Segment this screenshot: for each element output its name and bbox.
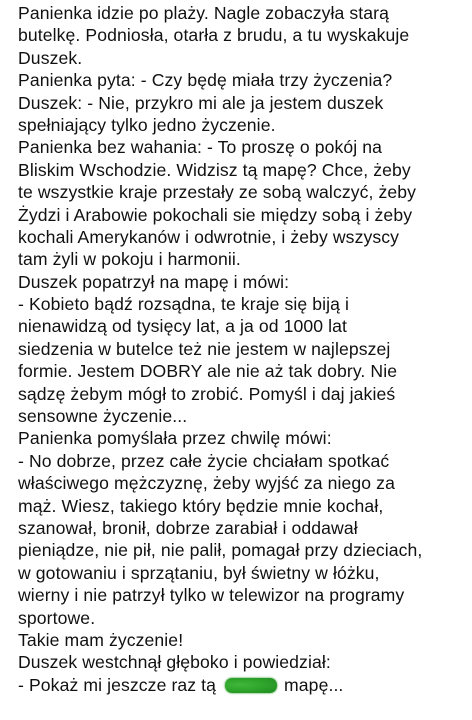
text-line: spełniający tylko jedno życzenie. (18, 114, 276, 135)
green-censor-blot (225, 678, 277, 693)
text-line: formie. Jestem DOBRY ale nie aż tak dobry. Nie (18, 361, 398, 382)
text-line: Bliskim Wschodzie. Widzisz tą mapę? Chce, żeby (18, 159, 411, 180)
text-line: sensowne życzenie... (18, 406, 188, 427)
text-line: nienawidzą od tysięcy lat, a ja od 1000 lat (18, 316, 348, 337)
final-line-start: - Pokaż mi jeszcze raz tą (18, 674, 217, 695)
text-line: Duszek. (18, 47, 83, 68)
text-line: Duszek westchnął głęboko i powiedział: (18, 652, 331, 673)
final-line (18, 674, 466, 696)
text-line: Panienka pyta: - Czy będę miała trzy życzenia? (18, 70, 393, 91)
text-line: - No dobrze, przez całe życie chciałam spotkać (18, 450, 390, 471)
text-line: w gotowaniu i sprzątaniu, był świetny w łóżku, (18, 562, 380, 583)
text-line: pieniądze, nie pił, nie palił, pomagał przy dzieciach, (18, 540, 423, 561)
text-line: Żydzi i Arabowie pokochali sie między sobą i żeby (18, 204, 413, 225)
text-line: Duszek: - Nie, przykro mi ale ja jestem duszek (18, 92, 384, 113)
text-line: wierny i nie patrzył tylko w telewizor na programy (18, 585, 405, 606)
text-line: właściwego mężczyznę, żeby wyjść za niego za (18, 473, 395, 494)
text-line: szanował, bronił, dobrze zarabiał i oddawał (18, 517, 358, 538)
final-line-end: mapę... (284, 674, 344, 695)
text-line: Panienka bez wahania: - To proszę o pokój na (18, 137, 383, 158)
text-line: Duszek popatrzył na mapę i mówi: (18, 271, 290, 292)
text-line: Panienka idzie po plaży. Nagle zobaczyła starą (18, 3, 390, 23)
text-line: kochali Amerykanów i odwrotnie, i żeby wszyscy (18, 226, 400, 247)
text-line: sądzę żebym mógł to zrobić. Pomyśl i daj jakieś (18, 383, 396, 404)
text-line: tam żyli w pokoju i harmonii. (18, 249, 241, 270)
text-line: Panienka pomyślała przez chwilę mówi: (18, 428, 332, 449)
text-line: sportowe. (18, 607, 96, 628)
text-line: - Kobieto bądź rozsądna, te kraje się biją i (18, 294, 350, 315)
text-line: butelkę. Podniosła, otarła z brudu, a tu wyskakuje (18, 25, 410, 46)
text-line: siedzenia w butelce też nie jestem w najlepszej (18, 338, 391, 359)
text-line: te wszystkie kraje przestały ze sobą walczyć, żeby (18, 182, 417, 203)
text-line: Takie mam życzenie! (18, 629, 184, 650)
text-line: mąż. Wiesz, takiego który będzie mnie kochał, (18, 495, 384, 516)
